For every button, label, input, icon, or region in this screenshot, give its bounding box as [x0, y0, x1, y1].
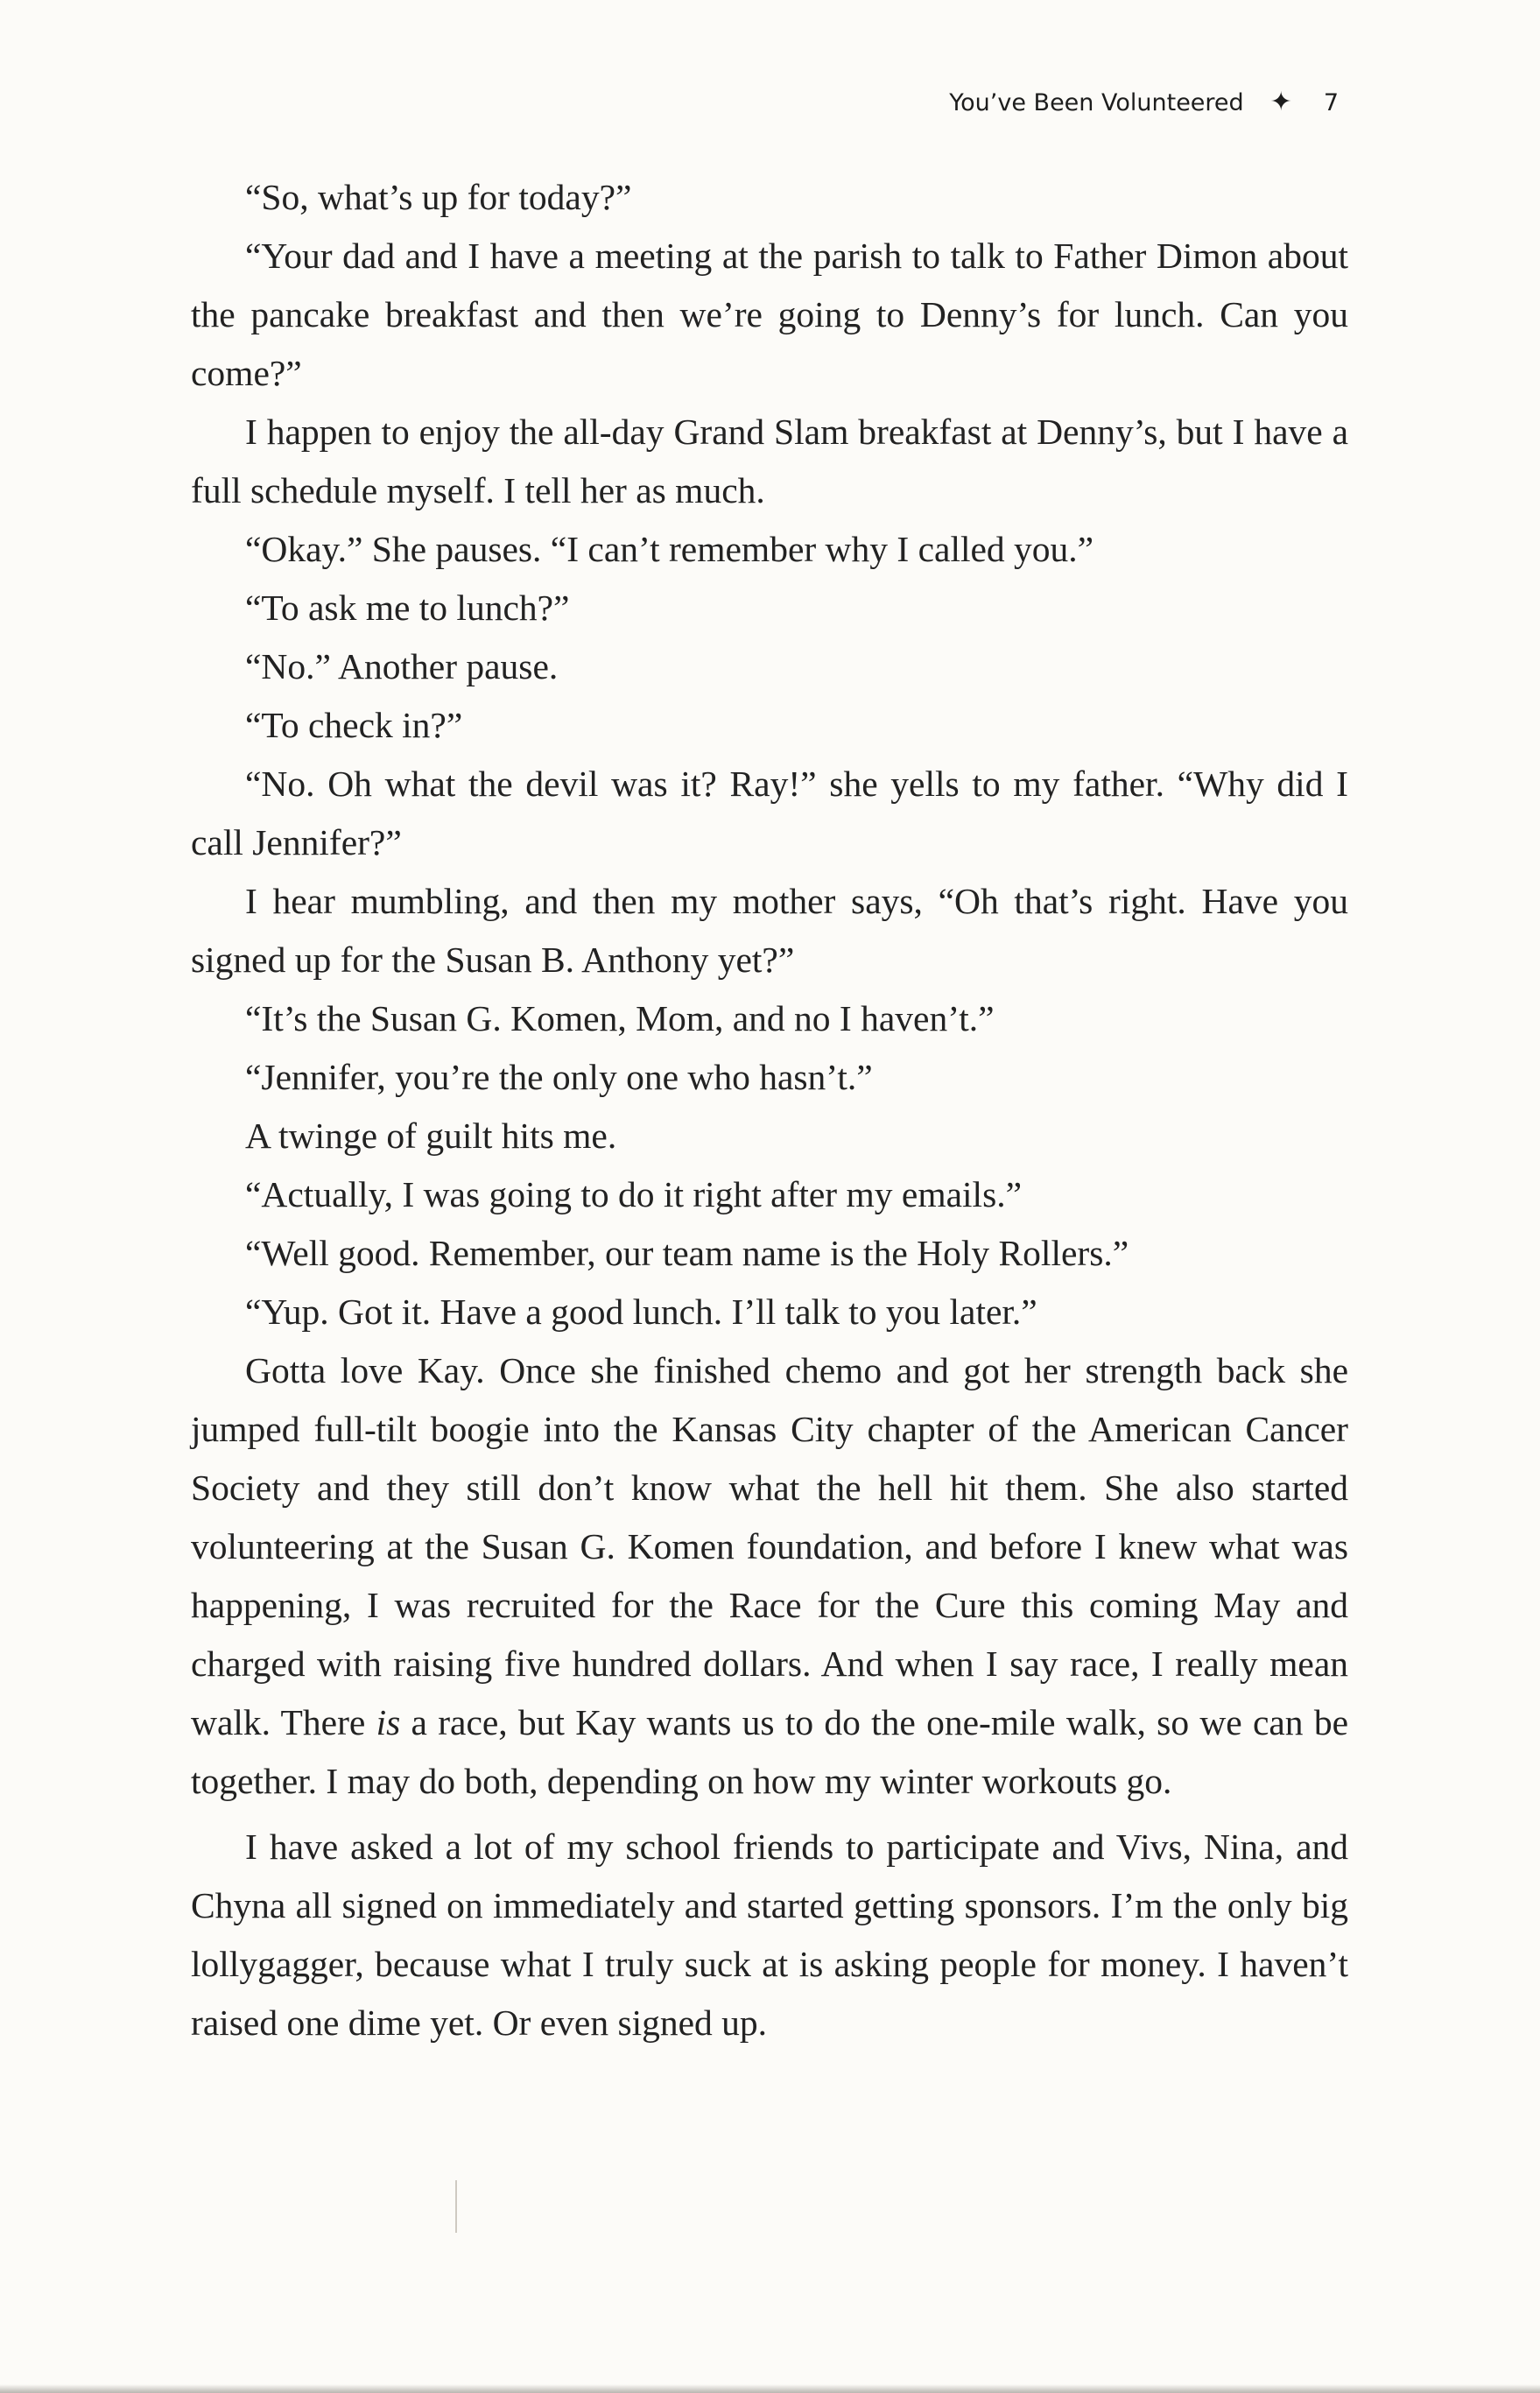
paragraph — [191, 1341, 1348, 1811]
paragraph-text: a race, but Kay wants us to do the one-mile walk, so we can be together. I may do both, depending on how my winter workouts go. — [191, 1702, 1348, 1801]
paragraph: “Okay.” She pauses. “I can’t remember why I called you.” — [245, 529, 1094, 569]
paragraph: “Jennifer, you’re the only one who hasn’t.” — [245, 1057, 873, 1097]
scan-artifact — [455, 2180, 457, 2233]
paragraph-text: Gotta love Kay. Once she finished chemo and got her strength back she jumped full-tilt boogie into the Kansas City chapter of the American Cancer Society and they still don’t know what the hell hit them. She also started volunteering at the Susan G. Komen foundation, and before I knew what was happening, I was recruited for the Race for the Cure this coming May and charged with raising five hundred dollars. And when I say race, I really mean walk. There — [191, 1350, 1348, 1742]
page-number: 7 — [1323, 89, 1339, 116]
paragraph: “To check in?” — [245, 705, 463, 745]
paragraph: “It’s the Susan G. Komen, Mom, and no I haven’t.” — [245, 998, 995, 1038]
paragraph: “Yup. Got it. Have a good lunch. I’ll talk to you later.” — [245, 1292, 1037, 1332]
paragraph: I happen to enjoy the all-day Grand Slam breakfast at Denny’s, but I have a full schedule myself. I tell her as much. — [191, 412, 1348, 510]
paragraph: “So, what’s up for today?” — [245, 177, 632, 217]
paragraph: “Actually, I was going to do it right after my emails.” — [245, 1174, 1023, 1214]
page-edge-shadow — [0, 2384, 1540, 2393]
paragraph: A twinge of guilt hits me. — [245, 1116, 617, 1156]
emphasis-text: is — [376, 1702, 401, 1742]
star-ornament-icon: ✦ — [1269, 87, 1292, 117]
paragraph: I have asked a lot of my school friends to participate and Vivs, Nina, and Chyna all signed on immediately and started getting sponsors. I’m the only big lollygagger, because what I truly suck at is asking people for money. I haven’t raised one dime yet. Or even signed up. — [191, 1826, 1348, 2043]
paragraph: “Your dad and I have a meeting at the parish to talk to Father Dimon about the pancake breakfast and then we’re going to Denny’s for lunch. Can you come?” — [191, 236, 1348, 393]
running-head — [949, 88, 1339, 118]
paragraph: “No.” Another pause. — [245, 646, 559, 686]
chapter-title: You’ve Been Volunteered — [949, 89, 1244, 116]
paragraph: “To ask me to lunch?” — [245, 588, 570, 628]
paragraph: “Well good. Remember, our team name is the Holy Rollers.” — [245, 1233, 1129, 1273]
body-text — [191, 168, 1348, 2052]
paragraph: I hear mumbling, and then my mother says, “Oh that’s right. Have you signed up for the Susan B. Anthony yet?” — [191, 881, 1348, 980]
paragraph: “No. Oh what the devil was it? Ray!” she yells to my father. “Why did I call Jennifer?” — [191, 764, 1348, 862]
